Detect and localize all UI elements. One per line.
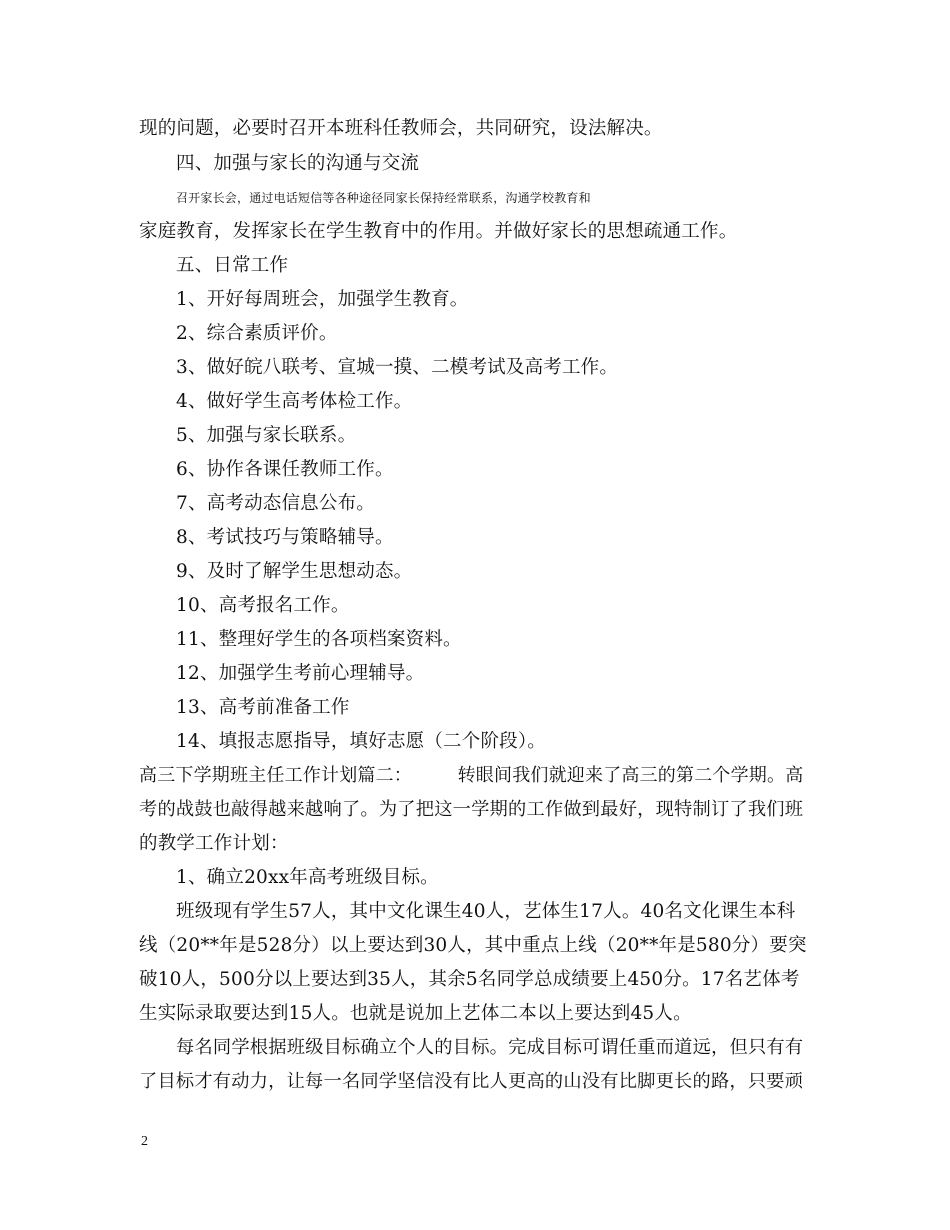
list-item: 10、高考报名工作。: [176, 595, 350, 616]
paragraph-line: 家庭教育，发挥家长在学生教育中的作用。并做好家长的思想疏通工作。: [139, 221, 738, 242]
page-number: 2: [141, 1134, 148, 1149]
list-item: 5、加强与家长联系。: [176, 425, 357, 446]
section-heading: 四、加强与家长的沟通与交流: [176, 153, 420, 174]
list-item: 1、开好每周班会，加强学生教育。: [176, 289, 469, 310]
list-item: 6、协作各课任教师工作。: [176, 459, 394, 480]
list-item: 2、综合素质评价。: [176, 323, 338, 344]
list-item: 13、高考前准备工作: [176, 697, 350, 718]
list-item: 14、填报志愿指导，填好志愿（二个阶段）。: [176, 731, 546, 752]
paragraph-line: 每名同学根据班级目标确立个人的目标。完成目标可谓任重而道远，但只有有: [176, 1037, 804, 1058]
list-item: 4、做好学生高考体检工作。: [176, 391, 413, 412]
paragraph-line: 了目标才有动力，让每一名同学坚信没有比人更高的山没有比脚更长的路，只要顽: [139, 1071, 804, 1092]
list-item: 11、整理好学生的各项档案资料。: [176, 629, 462, 650]
section-title-line: 高三下学期班主任工作计划篇二： 转眼间我们就迎来了高三的第二个学期。高: [139, 765, 804, 786]
paragraph-line: 召开家长会，通过电话短信等各种途径同家长保持经常联系，沟通学校教育和: [176, 191, 591, 205]
paragraph-line: 现的问题，必要时召开本班科任教师会，共同研究，设法解决。: [139, 118, 663, 139]
list-item: 9、及时了解学生思想动态。: [176, 561, 413, 582]
paragraph-line: 的教学工作计划：: [139, 833, 289, 854]
paragraph-line: 线（20**年是528分）以上要达到30人，其中重点上线（20**年是580分）要突: [139, 935, 807, 956]
list-item: 12、加强学生考前心理辅导。: [176, 663, 425, 684]
paragraph-line: 班级现有学生57人，其中文化课生40人，艺体生17人。40名文化课生本科: [176, 901, 796, 922]
paragraph-line: 生实际录取要达到15人。也就是说加上艺体二本以上要达到45人。: [139, 1003, 692, 1024]
paragraph-line: 破10人，500分以上要达到35人，其余5名同学总成绩要上450分。17名艺体考: [139, 969, 800, 990]
list-item: 1、确立20xx年高考班级目标。: [176, 867, 439, 888]
list-item: 3、做好皖八联考、宣城一摸、二模考试及高考工作。: [176, 357, 619, 378]
paragraph-line: 考的战鼓也敲得越来越响了。为了把这一学期的工作做到最好，现特制订了我们班: [139, 799, 804, 820]
list-item: 7、高考动态信息公布。: [176, 493, 375, 514]
list-item: 8、考试技巧与策略辅导。: [176, 527, 394, 548]
section-heading: 五、日常工作: [176, 255, 289, 276]
